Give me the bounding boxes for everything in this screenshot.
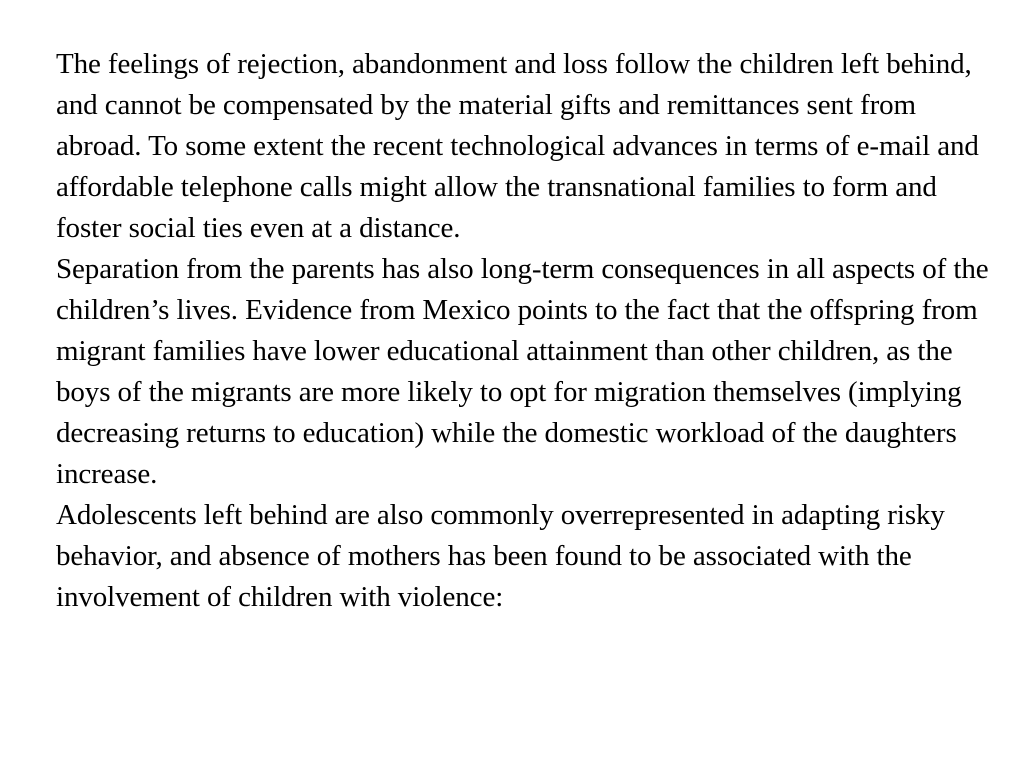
paragraph-adolescents-risky-behavior: Adolescents left behind are also commonly overrepresented in adapting risky behavior, and absence of mothers has been found to be associated with the involvement of children with violence:: [56, 499, 945, 613]
body-text: [56, 44, 996, 618]
paragraph-rejection-abandonment: The feelings of rejection, abandonment and loss follow the children left behind, and cannot be compensated by the material gifts and remittances sent from abroad. To some extent the recent technological advances in terms of e-mail and affordable telephone calls might allow the transnational families to form and foster social ties even at a distance.: [56, 48, 979, 244]
paragraph-separation-consequences: Separation from the parents has also long-term consequences in all aspects of the children’s lives. Evidence from Mexico points to the fact that the offspring from migrant families have lower educational attainment than other children, as the boys of the migrants are more likely to opt for migration themselves (implying decreasing returns to education) while the domestic workload of the daughters increase.: [56, 253, 989, 490]
